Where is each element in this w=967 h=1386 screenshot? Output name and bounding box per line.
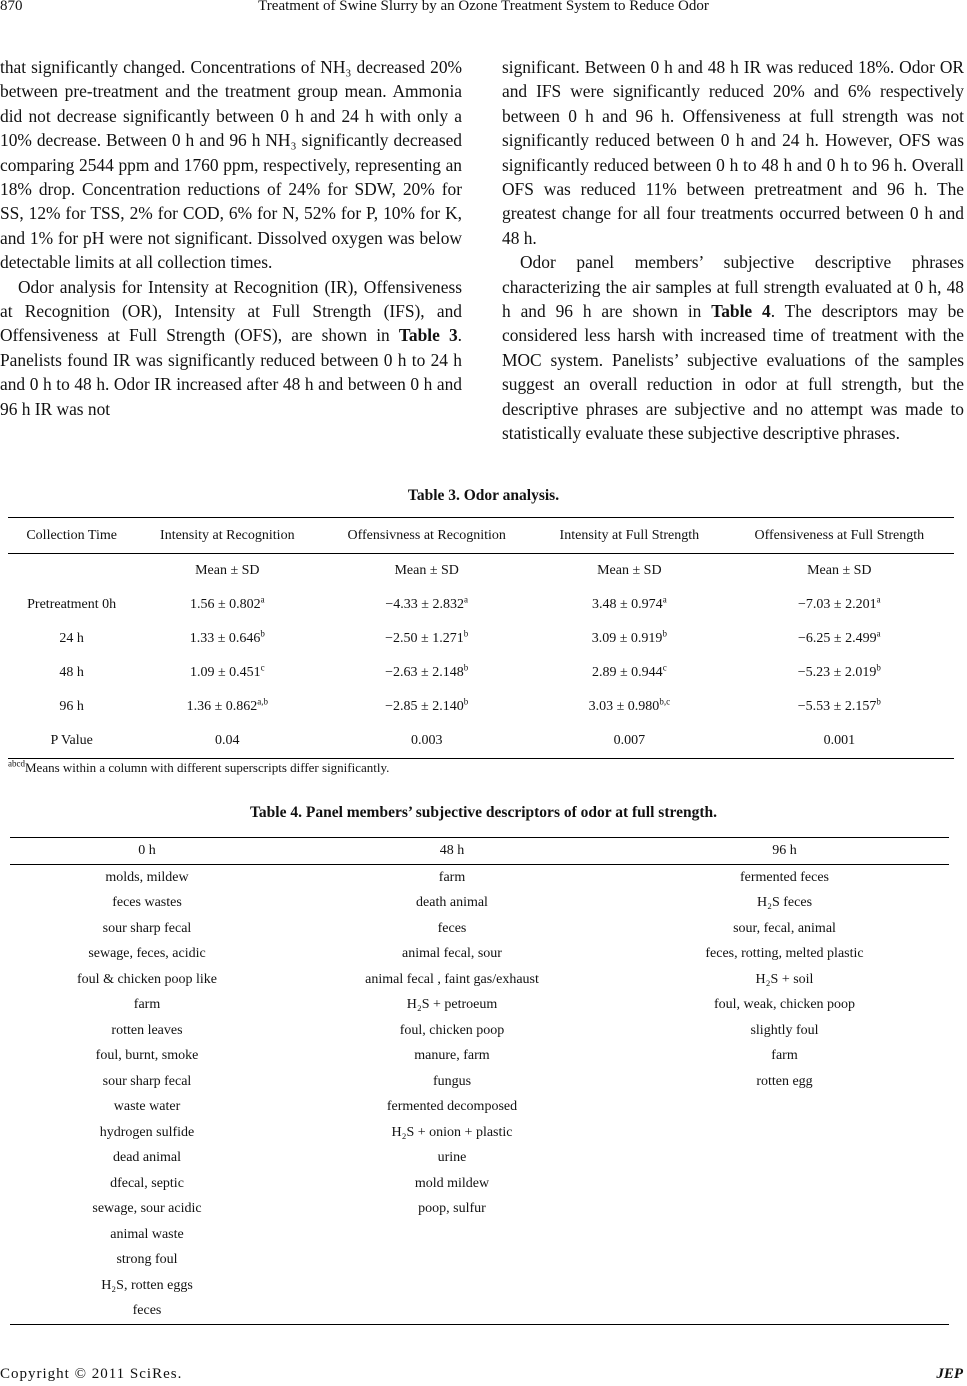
table-cell: H₂S feces bbox=[756, 895, 813, 911]
cell-value: 0.04 bbox=[215, 733, 240, 748]
footnote-marker: abcd bbox=[8, 758, 25, 769]
table-cell bbox=[319, 656, 534, 690]
cell-value: 1.56 ± 0.802 bbox=[189, 597, 261, 612]
page-number: 870 bbox=[0, 0, 23, 14]
cell-value: −2.63 ± 2.148 bbox=[385, 665, 464, 680]
table-header-row bbox=[8, 518, 954, 554]
superscript: a bbox=[463, 594, 468, 605]
subheader-cell: Mean ± SD bbox=[394, 563, 459, 578]
table-cell: H₂S, rotten eggs bbox=[101, 1277, 193, 1293]
cell-value: 0.007 bbox=[613, 733, 646, 748]
cell-value: 0.003 bbox=[410, 733, 443, 748]
table-cell: death animal bbox=[416, 895, 488, 911]
table-reference: Table 4 bbox=[711, 301, 771, 322]
table4-caption: Table 4. Panel members’ subjective descriptors of odor at full strength. bbox=[250, 804, 717, 821]
table-cell: sour sharp fecal bbox=[102, 1073, 192, 1089]
running-title: Treatment of Swine Slurry by an Ozone Treatment System to Reduce Odor bbox=[258, 0, 709, 14]
table-cell: mold mildew bbox=[414, 1175, 490, 1191]
table-cell bbox=[135, 622, 319, 656]
table-cell: dfecal, septic bbox=[110, 1175, 184, 1191]
table-reference: Table 3 bbox=[398, 325, 458, 346]
page-header bbox=[0, 0, 967, 22]
cell-value: −2.50 ± 1.271 bbox=[385, 631, 464, 646]
table-cell bbox=[319, 588, 534, 622]
superscript: b bbox=[463, 628, 469, 639]
table-row bbox=[10, 1044, 949, 1070]
table-cell bbox=[534, 656, 725, 690]
right-column bbox=[502, 55, 964, 446]
paragraph bbox=[0, 275, 462, 421]
superscript: b bbox=[463, 696, 469, 707]
superscript: b bbox=[662, 628, 667, 639]
column-header: Collection Time bbox=[8, 518, 135, 554]
paragraph-text: . The descriptors may be considered less harsh with increased time of treatment with the MOC system. Panelists’ subjective evaluations of the samples suggest an overall reduction in odor at full strength, but the descriptive phrases are subjective and no attempt was made to statistically evaluate these subjective descriptive phrases. bbox=[502, 301, 964, 444]
table-cell: sewage, feces, acidic bbox=[88, 946, 206, 962]
subheader-cell: Mean ± SD bbox=[597, 563, 662, 578]
superscript: a,b bbox=[257, 696, 269, 707]
column-header: Offensiveness at Full Strength bbox=[725, 518, 954, 554]
table-row bbox=[10, 967, 949, 993]
subheader-cell: Mean ± SD bbox=[807, 563, 872, 578]
cell-value: 2.89 ± 0.944 bbox=[592, 665, 663, 680]
row-label: 24 h bbox=[59, 631, 84, 646]
subheader-cell: Mean ± SD bbox=[195, 563, 260, 578]
table-row bbox=[8, 724, 954, 759]
paragraph-text: Odor panel members’ subjective descriptive phrases characterizing the air samples at full strength evaluated at 0 h, 48 h and 96 h are shown in bbox=[502, 252, 964, 322]
table-cell: rotten leaves bbox=[111, 1022, 183, 1038]
subheader-cell bbox=[8, 554, 135, 589]
table-row bbox=[8, 622, 954, 656]
table-cell bbox=[534, 622, 725, 656]
table-cell: rotten egg bbox=[756, 1073, 813, 1089]
table-cell: H₂S + petroeum bbox=[406, 997, 498, 1013]
table-cell: urine bbox=[437, 1150, 467, 1166]
table-cell bbox=[620, 1299, 949, 1325]
table-cell: animal fecal , faint gas/exhaust bbox=[365, 971, 539, 987]
table-cell: sewage, sour acidic bbox=[92, 1201, 202, 1217]
table-cell bbox=[284, 1273, 620, 1299]
table-cell bbox=[620, 1120, 949, 1146]
cell-value: 1.33 ± 0.646 bbox=[189, 631, 261, 646]
table-cell bbox=[135, 690, 319, 724]
table-cell bbox=[620, 1222, 949, 1248]
table-cell: foul, chicken poop bbox=[399, 1022, 505, 1038]
column-header: Intensity at Full Strength bbox=[534, 518, 725, 554]
table-cell bbox=[620, 1273, 949, 1299]
row-label: 96 h bbox=[59, 699, 84, 714]
table-row bbox=[10, 993, 949, 1019]
cell-value: −2.85 ± 2.140 bbox=[385, 699, 464, 714]
table-cell bbox=[534, 588, 725, 622]
table-cell bbox=[284, 1248, 620, 1274]
row-label: P Value bbox=[8, 724, 135, 759]
cell-value: 3.48 ± 0.974 bbox=[592, 597, 663, 612]
table-cell bbox=[725, 690, 954, 724]
table-cell: fermented decomposed bbox=[386, 1099, 518, 1115]
table-row bbox=[10, 865, 949, 891]
table-row bbox=[10, 916, 949, 942]
table-cell: feces bbox=[10, 1299, 284, 1325]
table-row bbox=[10, 1171, 949, 1197]
table-cell: sour sharp fecal bbox=[102, 920, 192, 936]
cell-value: −6.25 ± 2.499 bbox=[798, 631, 877, 646]
cell-value: 1.09 ± 0.451 bbox=[189, 665, 261, 680]
table-cell bbox=[135, 656, 319, 690]
table-cell bbox=[284, 1222, 620, 1248]
paragraph: that significantly changed. Concentrations of NH₃ decreased 20% between pre-treatment and the treatment group mean. Ammonia did not decrease significantly between 0 h and 24 h with only a 10% decrease. Between 0 h and 96 h NH₃ significantly decreased comparing 2544 ppm and 1760 ppm, respectively, representing an 18% drop. Concentration reductions of 24% for SDW, 20% for SS, 12% for TSS, 2% for COD, 6% for N, 52% for P, 10% for K, and 1% for pH were not significant. Dissolved oxygen was below detectable limits at all collection times. bbox=[0, 57, 462, 273]
table-cell: foul, weak, chicken poop bbox=[713, 997, 856, 1013]
left-column bbox=[0, 55, 462, 421]
cell-value: −4.33 ± 2.832 bbox=[385, 597, 464, 612]
table-row bbox=[8, 690, 954, 724]
table-cell: farm bbox=[133, 997, 161, 1013]
paragraph-text: . Panelists found IR was significantly reduced between 0 h to 24 h and 0 h to 48 h. Odor IR increased after 48 h and between 0 h and 96 h IR was not bbox=[0, 325, 462, 419]
table-cell: feces bbox=[437, 920, 467, 936]
superscript: a bbox=[260, 594, 265, 605]
row-label: 48 h bbox=[59, 665, 84, 680]
table-row bbox=[10, 1095, 949, 1121]
table-cell: waste water bbox=[113, 1099, 181, 1115]
superscript: c bbox=[662, 662, 667, 673]
table-row bbox=[10, 1146, 949, 1172]
table-cell bbox=[620, 1248, 949, 1274]
cell-value: 1.36 ± 0.862 bbox=[186, 699, 258, 714]
table-cell: H₂S + soil bbox=[755, 971, 814, 987]
table-cell: animal waste bbox=[110, 1226, 184, 1242]
superscript: b,c bbox=[659, 696, 671, 707]
superscript: a bbox=[876, 594, 881, 605]
table-cell bbox=[725, 724, 954, 759]
table-row bbox=[10, 942, 949, 968]
table-cell: animal fecal, sour bbox=[402, 946, 502, 962]
footnote-text: Means within a column with different superscripts differ significantly. bbox=[25, 760, 390, 775]
odor-descriptors-table bbox=[10, 837, 949, 1325]
table-cell bbox=[135, 724, 319, 759]
superscript: b bbox=[876, 662, 881, 673]
cell-value: 3.09 ± 0.919 bbox=[591, 631, 663, 646]
table-cell: dead animal bbox=[112, 1150, 182, 1166]
table-cell bbox=[620, 1171, 949, 1197]
paragraph-text: Odor analysis for Intensity at Recognition (IR), Offensiveness at Recognition (OR), Intensity at Full Strength (IFS), and Offensiveness at Full Strength (OFS), are shown in bbox=[0, 276, 462, 346]
table-cell bbox=[534, 724, 725, 759]
table-cell bbox=[725, 622, 954, 656]
column-header: 0 h bbox=[10, 838, 284, 865]
table-cell bbox=[620, 1146, 949, 1172]
table-cell bbox=[725, 588, 954, 622]
table-cell: sour, fecal, animal bbox=[733, 920, 836, 936]
journal-name: JEP bbox=[936, 1366, 963, 1382]
table-cell: foul, burnt, smoke bbox=[95, 1048, 199, 1064]
paragraph bbox=[502, 250, 964, 445]
table-row bbox=[8, 656, 954, 690]
superscript: b bbox=[876, 696, 881, 707]
superscript: a bbox=[662, 594, 667, 605]
table-cell bbox=[319, 690, 534, 724]
table-cell: farm bbox=[771, 1048, 798, 1064]
paragraph: significant. Between 0 h and 48 h IR was reduced 18%. Odor OR and IFS were significantly reduced 20% and 6% respectively between 0 h and 96 h. Offensiveness at full strength was not significantly reduced between 0 h and 24 h. However, OFS was significantly reduced between 0 h to 48 h and 0 h to 96 h. Overall OFS was reduced 11% between pretreatment and 96 h. The greatest change for all four treatments occurred between 0 h and 48 h. bbox=[502, 57, 964, 248]
table-cell bbox=[620, 1197, 949, 1223]
table-cell: fermented feces bbox=[740, 869, 829, 885]
table-row bbox=[10, 1120, 949, 1146]
table-cell bbox=[284, 1299, 620, 1325]
table3-footnote bbox=[8, 760, 389, 776]
table-cell: poop, sulfur bbox=[418, 1201, 486, 1217]
cell-value: 0.001 bbox=[823, 733, 856, 748]
column-header: Offensivness at Recognition bbox=[319, 518, 534, 554]
superscript: c bbox=[260, 662, 265, 673]
table-row bbox=[8, 588, 954, 622]
column-header: 48 h bbox=[284, 838, 620, 865]
cell-value: −5.23 ± 2.019 bbox=[797, 665, 877, 680]
table-cell: manure, farm bbox=[414, 1048, 490, 1064]
cell-value: −5.53 ± 2.157 bbox=[797, 699, 877, 714]
row-label: Pretreatment 0h bbox=[27, 597, 117, 612]
table-cell: slightly foul bbox=[750, 1022, 819, 1038]
cell-value: −7.03 ± 2.201 bbox=[798, 597, 877, 612]
table-cell bbox=[725, 656, 954, 690]
table-row bbox=[10, 1273, 949, 1299]
table-cell bbox=[135, 588, 319, 622]
table-cell: feces wastes bbox=[112, 895, 182, 911]
table-row bbox=[10, 1299, 949, 1325]
table-cell: fungus bbox=[432, 1073, 472, 1089]
table-cell: H₂S + onion + plastic bbox=[391, 1124, 513, 1140]
table-cell bbox=[620, 1095, 949, 1121]
table-cell bbox=[319, 622, 534, 656]
table-row bbox=[10, 891, 949, 917]
table-row bbox=[10, 1069, 949, 1095]
table-cell bbox=[319, 724, 534, 759]
table-header-row bbox=[10, 838, 949, 865]
table-row bbox=[10, 1197, 949, 1223]
table-row bbox=[10, 1222, 949, 1248]
table-row bbox=[10, 1248, 949, 1274]
table-cell: hydrogen sulfide bbox=[99, 1124, 195, 1140]
copyright: Copyright © 2011 SciRes. bbox=[0, 1366, 183, 1382]
subheader-row bbox=[8, 554, 954, 589]
odor-analysis-table bbox=[8, 517, 954, 759]
column-header: Intensity at Recognition bbox=[135, 518, 319, 554]
table-row bbox=[10, 1018, 949, 1044]
table-cell: foul & chicken poop like bbox=[77, 971, 217, 987]
table-cell: farm bbox=[438, 869, 466, 885]
superscript: b bbox=[463, 662, 469, 673]
table-cell bbox=[534, 690, 725, 724]
superscript: b bbox=[260, 628, 265, 639]
column-header: 96 h bbox=[620, 838, 949, 865]
cell-value: 3.03 ± 0.980 bbox=[588, 699, 660, 714]
table-cell: strong foul bbox=[116, 1252, 178, 1268]
table-cell: molds, mildew bbox=[105, 869, 189, 885]
superscript: a bbox=[876, 628, 881, 639]
table3-caption: Table 3. Odor analysis. bbox=[407, 487, 560, 504]
table-cell: feces, rotting, melted plastic bbox=[705, 946, 864, 962]
